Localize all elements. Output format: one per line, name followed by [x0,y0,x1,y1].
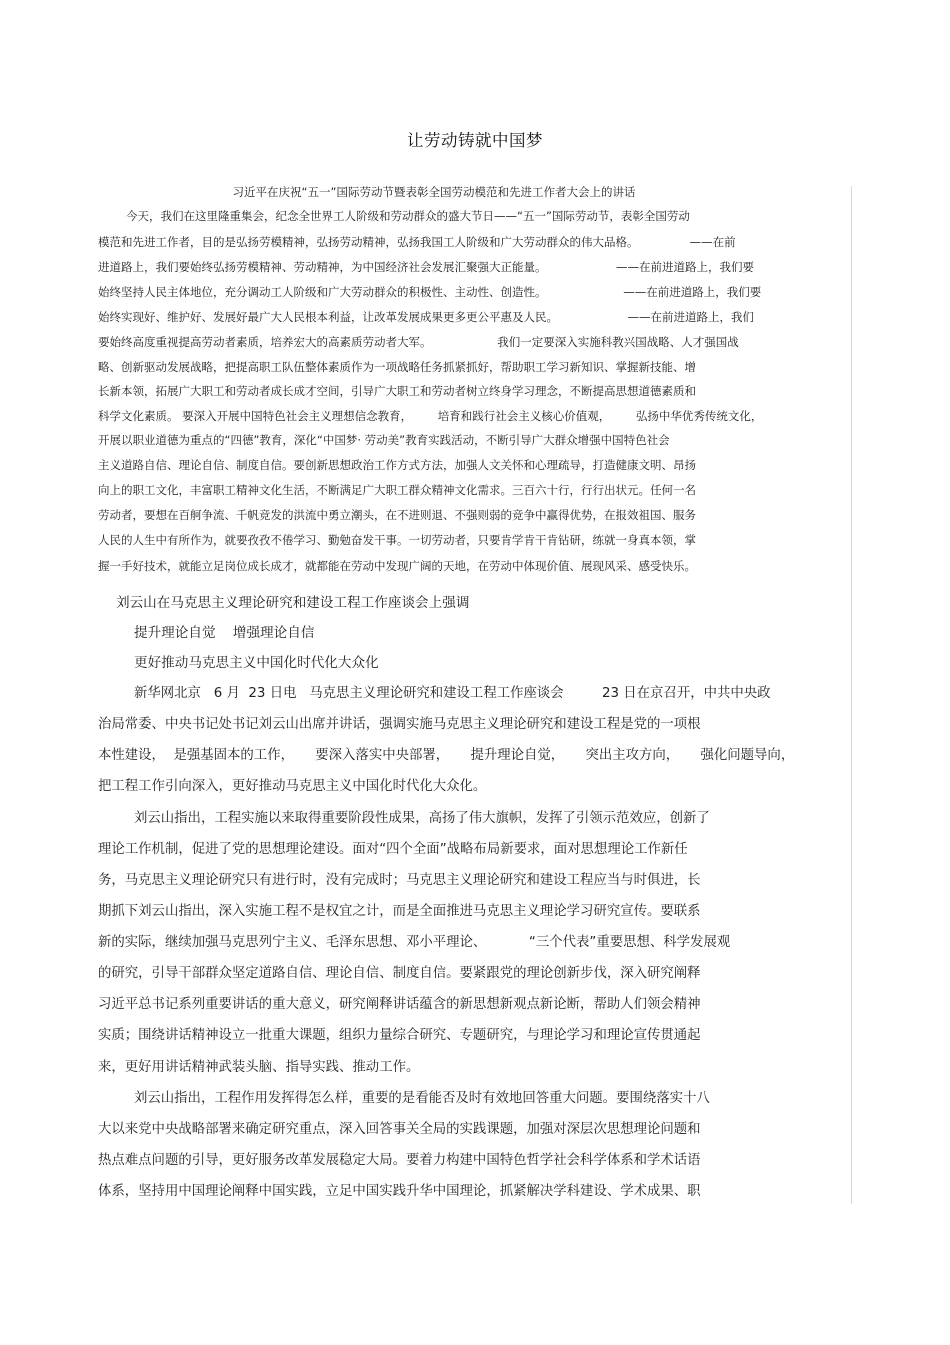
text-line: 要始终高度重视提高劳动者素质，培养宏大的高素质劳动者大军。 我们一定要深入实施科教兴国战略、人才强国战 [98,335,739,349]
text-line: 务，马克思主义理论研究只有进行时，没有完成时；马克思主义理论研究和建设工程应当与时俱进，长 [98,873,701,888]
text-line: 模范和先进工作者，目的是弘扬劳模精神，弘扬劳动精神，弘扬我国工人阶级和广大劳动群众的伟大品格。 ——在前 [98,235,736,249]
page-margin-rule [851,186,852,1204]
text-line: 本性建设， 是强基固本的工作， 要深入落实中央部署， 提升理论自觉， 突出主攻方向， 强化问题导向， [98,748,795,763]
text-line: 新华网北京 6 月 23 日电 马克思主义理论研究和建设工程工作座谈会 23 日在京召开，中共中央政 [134,686,771,701]
text-line: 大以来党中央战略部署来确定研究重点，深入回答事关全局的实践课题，加强对深层次思想理论问题和 [98,1122,701,1137]
text-line: 略、创新驱动发展战略，把提高职工队伍整体素质作为一项战略任务抓紧抓好，帮助职工学习新知识、掌握新技能、增 [98,360,696,374]
text-line: 把工程工作引向深入，更好推动马克思主义中国化时代化大众化。 [98,779,487,794]
text-line: 科学文化素质。 要深入开展中国特色社会主义理想信念教育， 培育和践行社会主义核心价值观， 弘扬中华优秀传统文化， [98,409,763,423]
text-line: 进道路上，我们要始终弘扬劳模精神、劳动精神，为中国经济社会发展汇聚强大正能量。 ——在前进道路上，我们要 [98,260,754,274]
text-line: 始终坚持人民主体地位，充分调动工人阶级和广大劳动群众的积极性、主动性、创造性。 ——在前进道路上，我们要 [98,285,762,299]
text-line: 期抓下刘云山指出，深入实施工程不是权宜之计，而是全面推进马克思主义理论学习研究宣传。要联系 [98,904,701,919]
headline-line: 提升理论自觉 增强理论自信 [134,625,315,641]
text-line: 刘云山指出，工程作用发挥得怎么样，重要的是看能否及时有效地回答重大问题。要围绕落实十八 [134,1091,710,1106]
text-line: 长新本领，拓展广大职工和劳动者成长成才空间，引导广大职工和劳动者树立终身学习理念，不断提高思想道德素质和 [98,384,696,398]
text-line: 体系，坚持用中国理论阐释中国实践，立足中国实践升华中国理论，抓紧解决学科建设、学术成果、职 [98,1184,701,1199]
headline-line: 刘云山在马克思主义理论研究和建设工程工作座谈会上强调 [116,595,470,611]
text-line: 来，更好用讲话精神武装头脑、指导实践、推动工作。 [98,1060,420,1075]
text-line: 治局常委、中央书记处书记刘云山出席并讲话，强调实施马克思主义理论研究和建设工程是党的一项根 [98,717,701,732]
text-line: 热点难点问题的引导，更好服务改革发展稳定大局。要着力构建中国特色哲学社会科学体系和学术话语 [98,1153,701,1168]
text-line: 的研究，引导干部群众坚定道路自信、理论自信、制度自信。要紧跟党的理论创新步伐，深入研究阐释 [98,966,701,981]
text-line: 握一手好技术，就能立足岗位成长成才，就都能在劳动中发现广阔的天地，在劳动中体现价值、展现风采、感受快乐。 [98,559,696,573]
text-line: 实质；围绕讲话精神设立一批重大课题，组织力量综合研究、专题研究，与理论学习和理论宣传贯通起 [98,1028,701,1043]
text-line: 新的实际，继续加强马克思列宁主义、毛泽东思想、邓小平理论、 “三个代表”重要思想、科学发展观 [98,935,731,950]
text-line: 理论工作机制，促进了党的思想理论建设。面对“四个全面”战略布局新要求，面对思想理论工作新任 [98,842,688,857]
text-line: 人民的人生中有所作为，就要孜孜不倦学习、勤勉奋发干事。一切劳动者，只要肯学肯干肯钻研，练就一身真本领，掌 [98,533,696,547]
text-line: 始终实现好、维护好、发展好最广大人民根本利益，让改革发展成果更多更公平惠及人民。 ——在前进道路上，我们 [98,310,754,324]
text-line: 今天，我们在这里隆重集会，纪念全世界工人阶级和劳动群众的盛大节日——“五一”国际劳动节，表彰全国劳动 [126,209,690,223]
text-line: 劳动者，要想在百舸争流、千帆竞发的洪流中勇立潮头，在不进则退、不强则弱的竞争中赢得优势，在报效祖国、服务 [98,508,696,522]
text-line: 向上的职工文化，丰富职工精神文化生活，不断满足广大职工群众精神文化需求。三百六十行，行行出状元。任何一名 [98,483,696,497]
article-subtitle: 习近平在庆祝“五一”国际劳动节暨表彰全国劳动模范和先进工作者大会上的讲话 [232,185,636,199]
headline-line: 更好推动马克思主义中国化时代化大众化 [134,655,379,671]
text-line: 主义道路自信、理论自信、制度自信。要创新思想政治工作方式方法，加强人文关怀和心理疏导，打造健康文明、昂扬 [98,458,696,472]
text-line: 习近平总书记系列重要讲话的重大意义，研究阐释讲话蕴含的新思想新观点新论断，帮助人们领会精神 [98,997,701,1012]
text-line: 开展以职业道德为重点的“四德”教育，深化“中国梦· 劳动美”教育实践活动，不断引导广大群众增强中国特色社会 [98,433,670,447]
article-title: 让劳动铸就中国梦 [407,131,543,150]
text-line: 刘云山指出，工程实施以来取得重要阶段性成果，高扬了伟大旗帜，发挥了引领示范效应，创新了 [134,811,710,826]
